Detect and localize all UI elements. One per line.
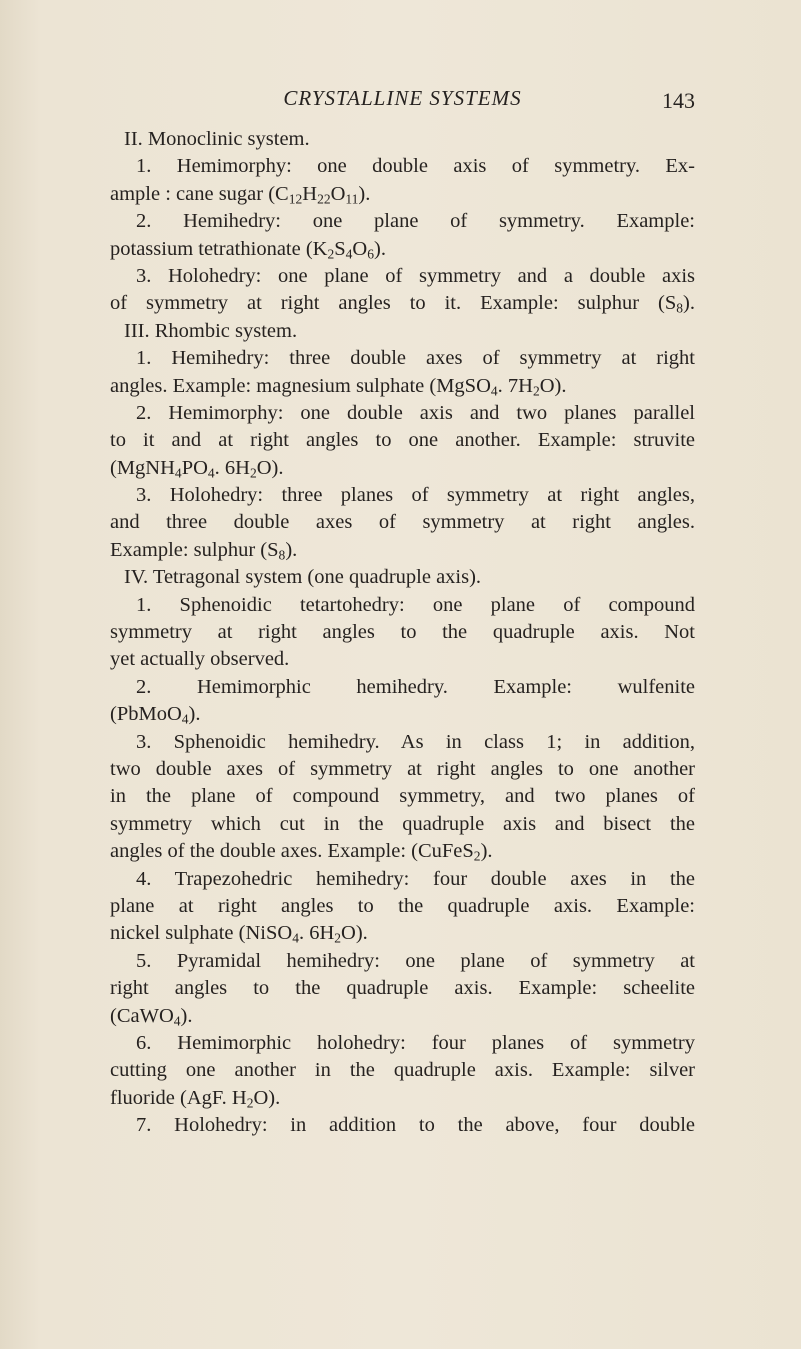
text-segment: (PbMoO	[110, 703, 182, 726]
text-segment: (MgNH	[110, 456, 175, 479]
text-segment: ).	[188, 703, 201, 726]
text-line	[110, 592, 695, 619]
subscript: 2	[334, 930, 342, 946]
text-segment: of symmetry at right angles to it. Example: sulphur (S	[110, 292, 677, 315]
text-line	[110, 811, 695, 838]
subscript: 8	[676, 300, 684, 316]
text-segment: ).	[180, 1004, 193, 1027]
text-line	[110, 236, 695, 263]
text-segment: O).	[256, 456, 284, 479]
subscript: 4	[292, 930, 299, 946]
text-line	[110, 126, 695, 153]
text-line	[110, 345, 695, 372]
text-segment: 3. Holohedry: three planes of symmetry at right angles,	[136, 484, 695, 507]
text-segment: PO	[181, 456, 208, 479]
text-segment: yet actually observed.	[110, 648, 290, 671]
text-line	[110, 153, 695, 180]
text-segment: to it and at right angles to one another. Example: struvite	[110, 429, 695, 452]
text-segment: ).	[683, 292, 695, 315]
text-segment: ).	[374, 237, 386, 260]
text-line	[110, 208, 695, 235]
text-segment: O).	[539, 374, 567, 397]
text-line	[110, 866, 695, 893]
subscript: 12	[288, 191, 303, 207]
subscript: 4	[173, 1012, 181, 1028]
subscript: 4	[345, 245, 353, 261]
text-line	[110, 1003, 695, 1030]
subscript: 22	[317, 191, 331, 207]
text-line	[110, 1112, 695, 1139]
text-line	[110, 427, 695, 454]
text-segment: angles of the double axes. Example: (CuFeS	[110, 840, 474, 863]
text-segment: fluoride (AgF. H	[110, 1086, 247, 1109]
text-segment: 6. Hemimorphic holohedry: four planes of symmetry	[136, 1031, 695, 1054]
text-segment: potassium tetrathionate (K	[110, 237, 328, 260]
text-segment: symmetry which cut in the quadruple axis and bisect the	[110, 812, 695, 835]
text-line	[110, 674, 695, 701]
text-line	[110, 729, 695, 756]
text-segment: O).	[253, 1086, 281, 1109]
text-line	[110, 373, 695, 400]
text-line	[110, 646, 695, 673]
text-segment: H	[302, 182, 318, 205]
text-segment: angles. Example: magnesium sulphate (MgSO	[110, 374, 491, 397]
text-segment: (CaWO	[110, 1004, 174, 1027]
subscript: 2	[532, 382, 540, 398]
text-segment: ).	[480, 840, 493, 863]
text-line	[110, 756, 695, 783]
text-segment: . 6H	[214, 456, 250, 479]
body-text	[110, 126, 695, 1139]
text-line	[110, 455, 695, 482]
text-line	[110, 619, 695, 646]
text-line	[110, 1030, 695, 1057]
subscript: 4	[490, 382, 498, 398]
text-line	[110, 783, 695, 810]
text-line	[110, 537, 695, 564]
text-segment: O	[352, 237, 368, 260]
text-segment: 4. Trapezohedric hemihedry: four double axes in the	[136, 867, 695, 890]
text-line	[110, 1085, 695, 1112]
text-line	[110, 318, 695, 345]
text-line	[110, 509, 695, 536]
text-segment: plane at right angles to the quadruple axis. Example:	[110, 894, 695, 917]
text-segment: ).	[358, 182, 371, 205]
text-line	[110, 701, 695, 728]
subscript: 6	[367, 245, 374, 261]
text-segment: right angles to the quadruple axis. Example: scheelite	[110, 977, 695, 1000]
text-segment: 1. Sphenoidic tetartohedry: one plane of compound	[136, 593, 695, 616]
text-line	[110, 290, 695, 317]
text-line	[110, 1057, 695, 1084]
text-line	[110, 564, 695, 591]
text-segment: 1. Hemihedry: three double axes of symmetry at right	[136, 347, 695, 370]
text-segment: . 7H	[497, 374, 533, 397]
text-segment: 7. Holohedry: in addition to the above, four double	[136, 1114, 695, 1137]
subscript: 4	[174, 465, 182, 481]
text-segment: 1. Hemimorphy: one double axis of symmetry. Ex-	[136, 155, 695, 178]
subscript: 2	[246, 1095, 254, 1111]
text-segment: ).	[285, 538, 298, 561]
text-line	[110, 482, 695, 509]
text-segment: symmetry at right angles to the quadruple axis. Not	[110, 621, 695, 644]
text-line	[110, 263, 695, 290]
text-segment: and three double axes of symmetry at right angles.	[110, 511, 695, 534]
subscript: 8	[278, 547, 286, 563]
running-head: CRYSTALLINE SYSTEMS	[283, 86, 522, 110]
text-line	[110, 838, 695, 865]
text-segment: 5. Pyramidal hemihedry: one plane of symmetry at	[136, 949, 695, 972]
text-segment: in the plane of compound symmetry, and two planes of	[110, 785, 695, 808]
text-line	[110, 181, 695, 208]
text-segment: cutting one another in the quadruple axis. Example: silver	[110, 1059, 695, 1082]
subscript: 4	[207, 465, 215, 481]
page-header	[110, 86, 695, 116]
text-segment: two double axes of symmetry at right angles to one another	[110, 757, 695, 780]
subscript: 2	[327, 245, 335, 261]
subscript: 2	[473, 848, 481, 864]
page-number: 143	[662, 88, 695, 113]
text-segment: ample : cane sugar (C	[110, 182, 289, 205]
text-segment: 2. Hemimorphy: one double axis and two planes parallel	[136, 401, 695, 424]
subscript: 11	[345, 191, 359, 207]
text-line	[110, 948, 695, 975]
text-line	[110, 400, 695, 427]
text-segment: 3. Holohedry: one plane of symmetry and a double axis	[136, 264, 695, 287]
text-segment: O	[330, 182, 346, 205]
text-segment: . 6H	[298, 922, 335, 945]
text-segment: Example: sulphur (S	[110, 538, 279, 561]
text-segment: IV. Tetragonal system (one quadruple axis).	[124, 566, 482, 589]
text-segment: O).	[341, 922, 368, 945]
text-segment: S	[334, 237, 346, 260]
text-line	[110, 975, 695, 1002]
subscript: 4	[181, 711, 189, 727]
subscript: 2	[249, 465, 257, 481]
text-segment: nickel sulphate (NiSO	[110, 922, 293, 945]
text-segment: II. Monoclinic system.	[124, 128, 310, 150]
text-segment: III. Rhombic system.	[124, 319, 298, 342]
text-segment: 3. Sphenoidic hemihedry. As in class 1; in addition,	[136, 730, 695, 753]
text-segment: 2. Hemihedry: one plane of symmetry. Example:	[136, 210, 695, 233]
text-line	[110, 893, 695, 920]
text-segment: 2. Hemimorphic hemihedry. Example: wulfenite	[136, 675, 695, 698]
text-line	[110, 920, 695, 947]
